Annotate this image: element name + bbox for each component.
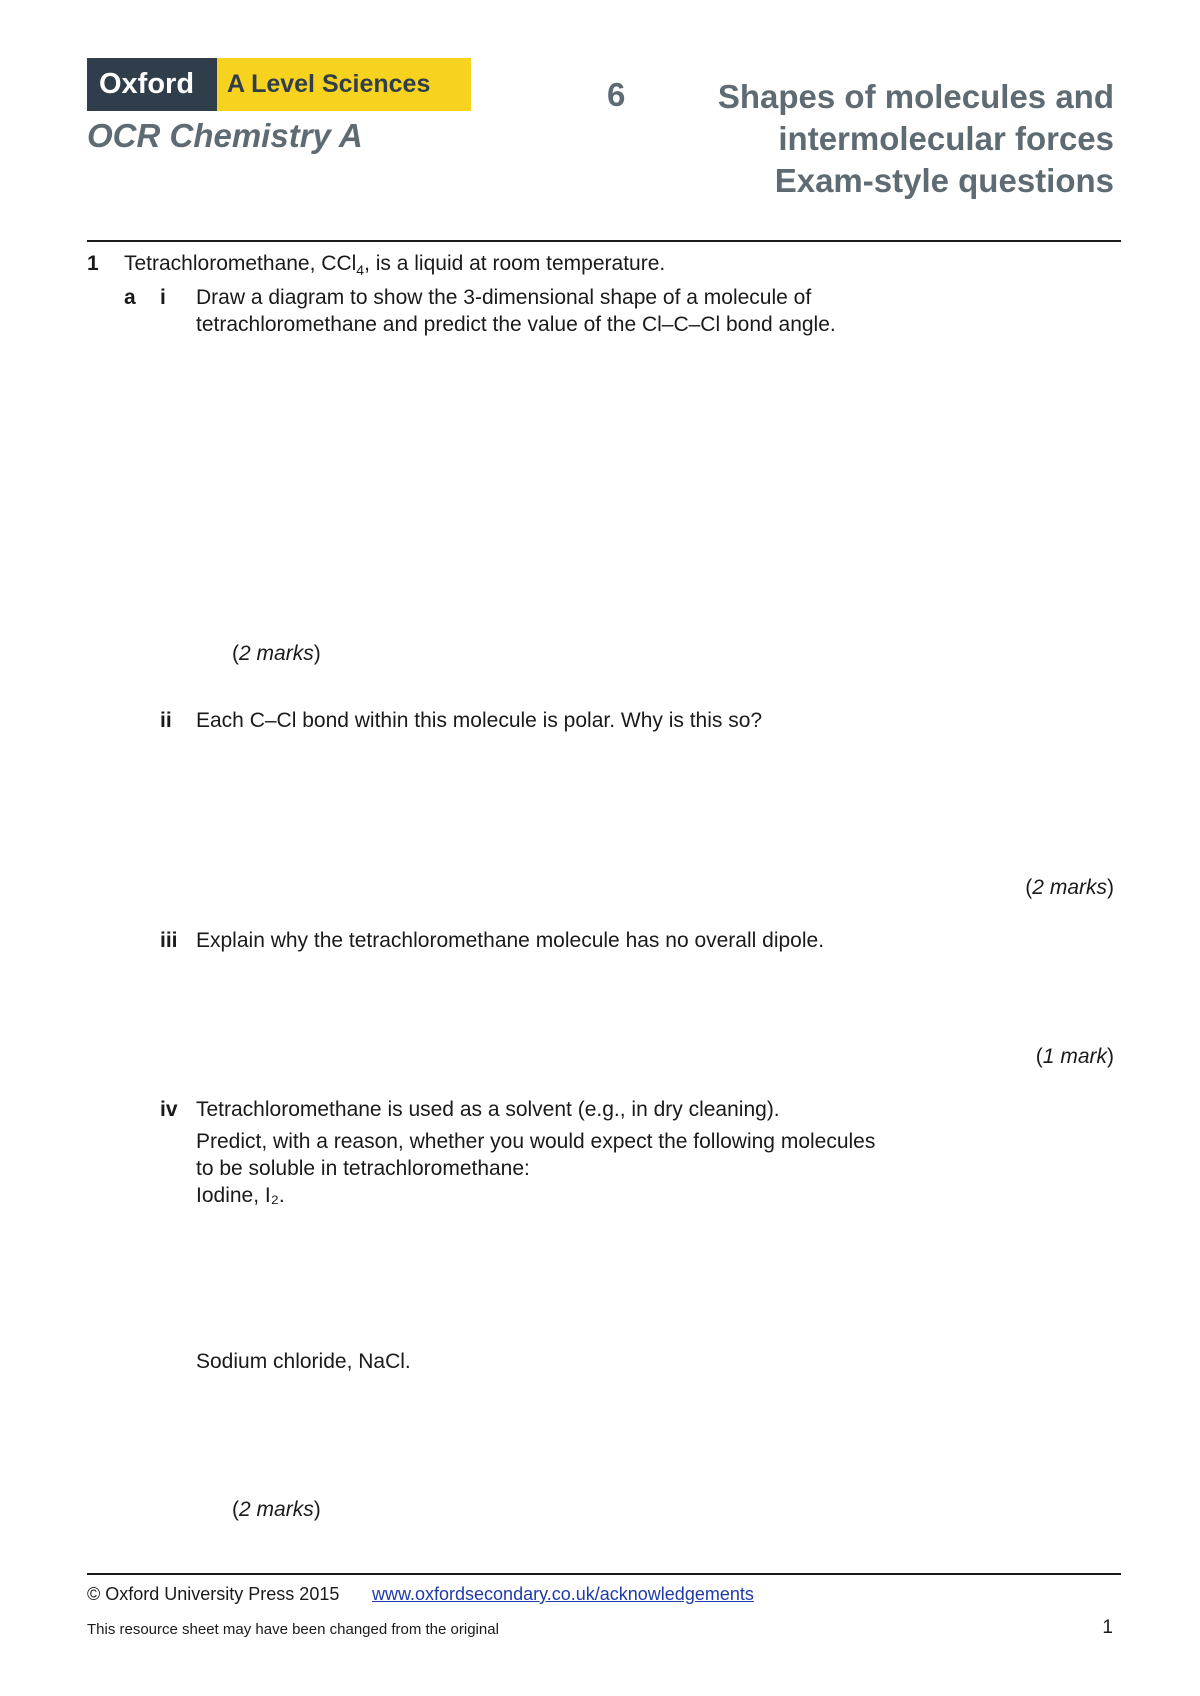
text-line: Explain why the tetrachloromethane molecule has no overall dipole. — [196, 929, 825, 952]
marks-word: mark — [1060, 1045, 1107, 1068]
question-stem — [124, 250, 665, 284]
text-line: to be soluble in tetrachloromethane: — [196, 1157, 530, 1180]
brand-oxford: Oxford — [87, 58, 217, 111]
page-number: 1 — [1102, 1617, 1113, 1638]
text-line: Draw a diagram to show the 3-dimensional shape of a molecule of — [196, 286, 812, 309]
chapter-title-line: intermolecular forces — [778, 120, 1114, 157]
chapter-title-line: Exam-style questions — [774, 162, 1114, 199]
marks-allocation: (2 marks) — [232, 642, 321, 665]
marks-word: marks — [256, 642, 314, 665]
subject-title: OCR Chemistry A — [87, 117, 363, 154]
footer-line — [87, 1584, 754, 1605]
copyright-text: © Oxford University Press 2015 — [87, 1584, 340, 1604]
brand-logo — [87, 58, 471, 111]
subpart-label-ii: ii — [160, 709, 172, 732]
subpart-i-text — [196, 284, 836, 338]
subpart-label-iv: iv — [160, 1098, 178, 1121]
brand-a-level-sciences: A Level Sciences — [217, 58, 471, 111]
text-line: Predict, with a reason, whether you would expect the following molecules — [196, 1130, 876, 1153]
marks-number: 2 — [239, 642, 251, 665]
question-number: 1 — [87, 252, 99, 275]
chapter-title — [718, 76, 1114, 202]
subpart-ii-text — [196, 707, 762, 734]
subpart-iii-text — [196, 927, 824, 954]
marks-word: marks — [1049, 876, 1107, 899]
stem-suffix: , is a liquid at room temperature. — [364, 252, 666, 275]
chapter-title-line: Shapes of molecules and — [717, 78, 1114, 115]
stem-prefix: Tetrachloromethane, CCl — [124, 252, 357, 275]
part-label-a: a — [124, 286, 136, 309]
chapter-number: 6 — [607, 76, 626, 113]
marks-allocation: (1 mark) — [1035, 1045, 1114, 1068]
footer-divider — [87, 1573, 1121, 1575]
text-line: Iodine, I₂. — [196, 1184, 285, 1207]
acknowledgements-link[interactable]: www.oxfordsecondary.co.uk/acknowledgements — [372, 1584, 754, 1604]
marks-allocation: (2 marks) — [232, 1498, 321, 1521]
subpart-iv-text — [196, 1096, 875, 1209]
footer-note: This resource sheet may have been changed from the original — [87, 1621, 499, 1638]
marks-allocation: (2 marks) — [1025, 876, 1114, 899]
marks-number: 2 — [1032, 876, 1044, 899]
stem-subscript: 4 — [356, 262, 365, 279]
subpart-label-i: i — [160, 286, 166, 309]
marks-word: marks — [256, 1498, 314, 1521]
text-line: Tetrachloromethane is used as a solvent (e.g., in dry cleaning). — [196, 1098, 780, 1121]
marks-number: 2 — [239, 1498, 251, 1521]
text-line: tetrachloromethane and predict the value of the Cl–C–Cl bond angle. — [196, 313, 836, 336]
marks-number: 1 — [1042, 1045, 1055, 1068]
text-line: Each C–Cl bond within this molecule is polar. Why is this so? — [196, 709, 763, 732]
subpart-label-iii: iii — [160, 929, 178, 952]
subpart-iv-extra: Sodium chloride, NaCl. — [196, 1350, 411, 1373]
header-divider — [87, 240, 1121, 242]
